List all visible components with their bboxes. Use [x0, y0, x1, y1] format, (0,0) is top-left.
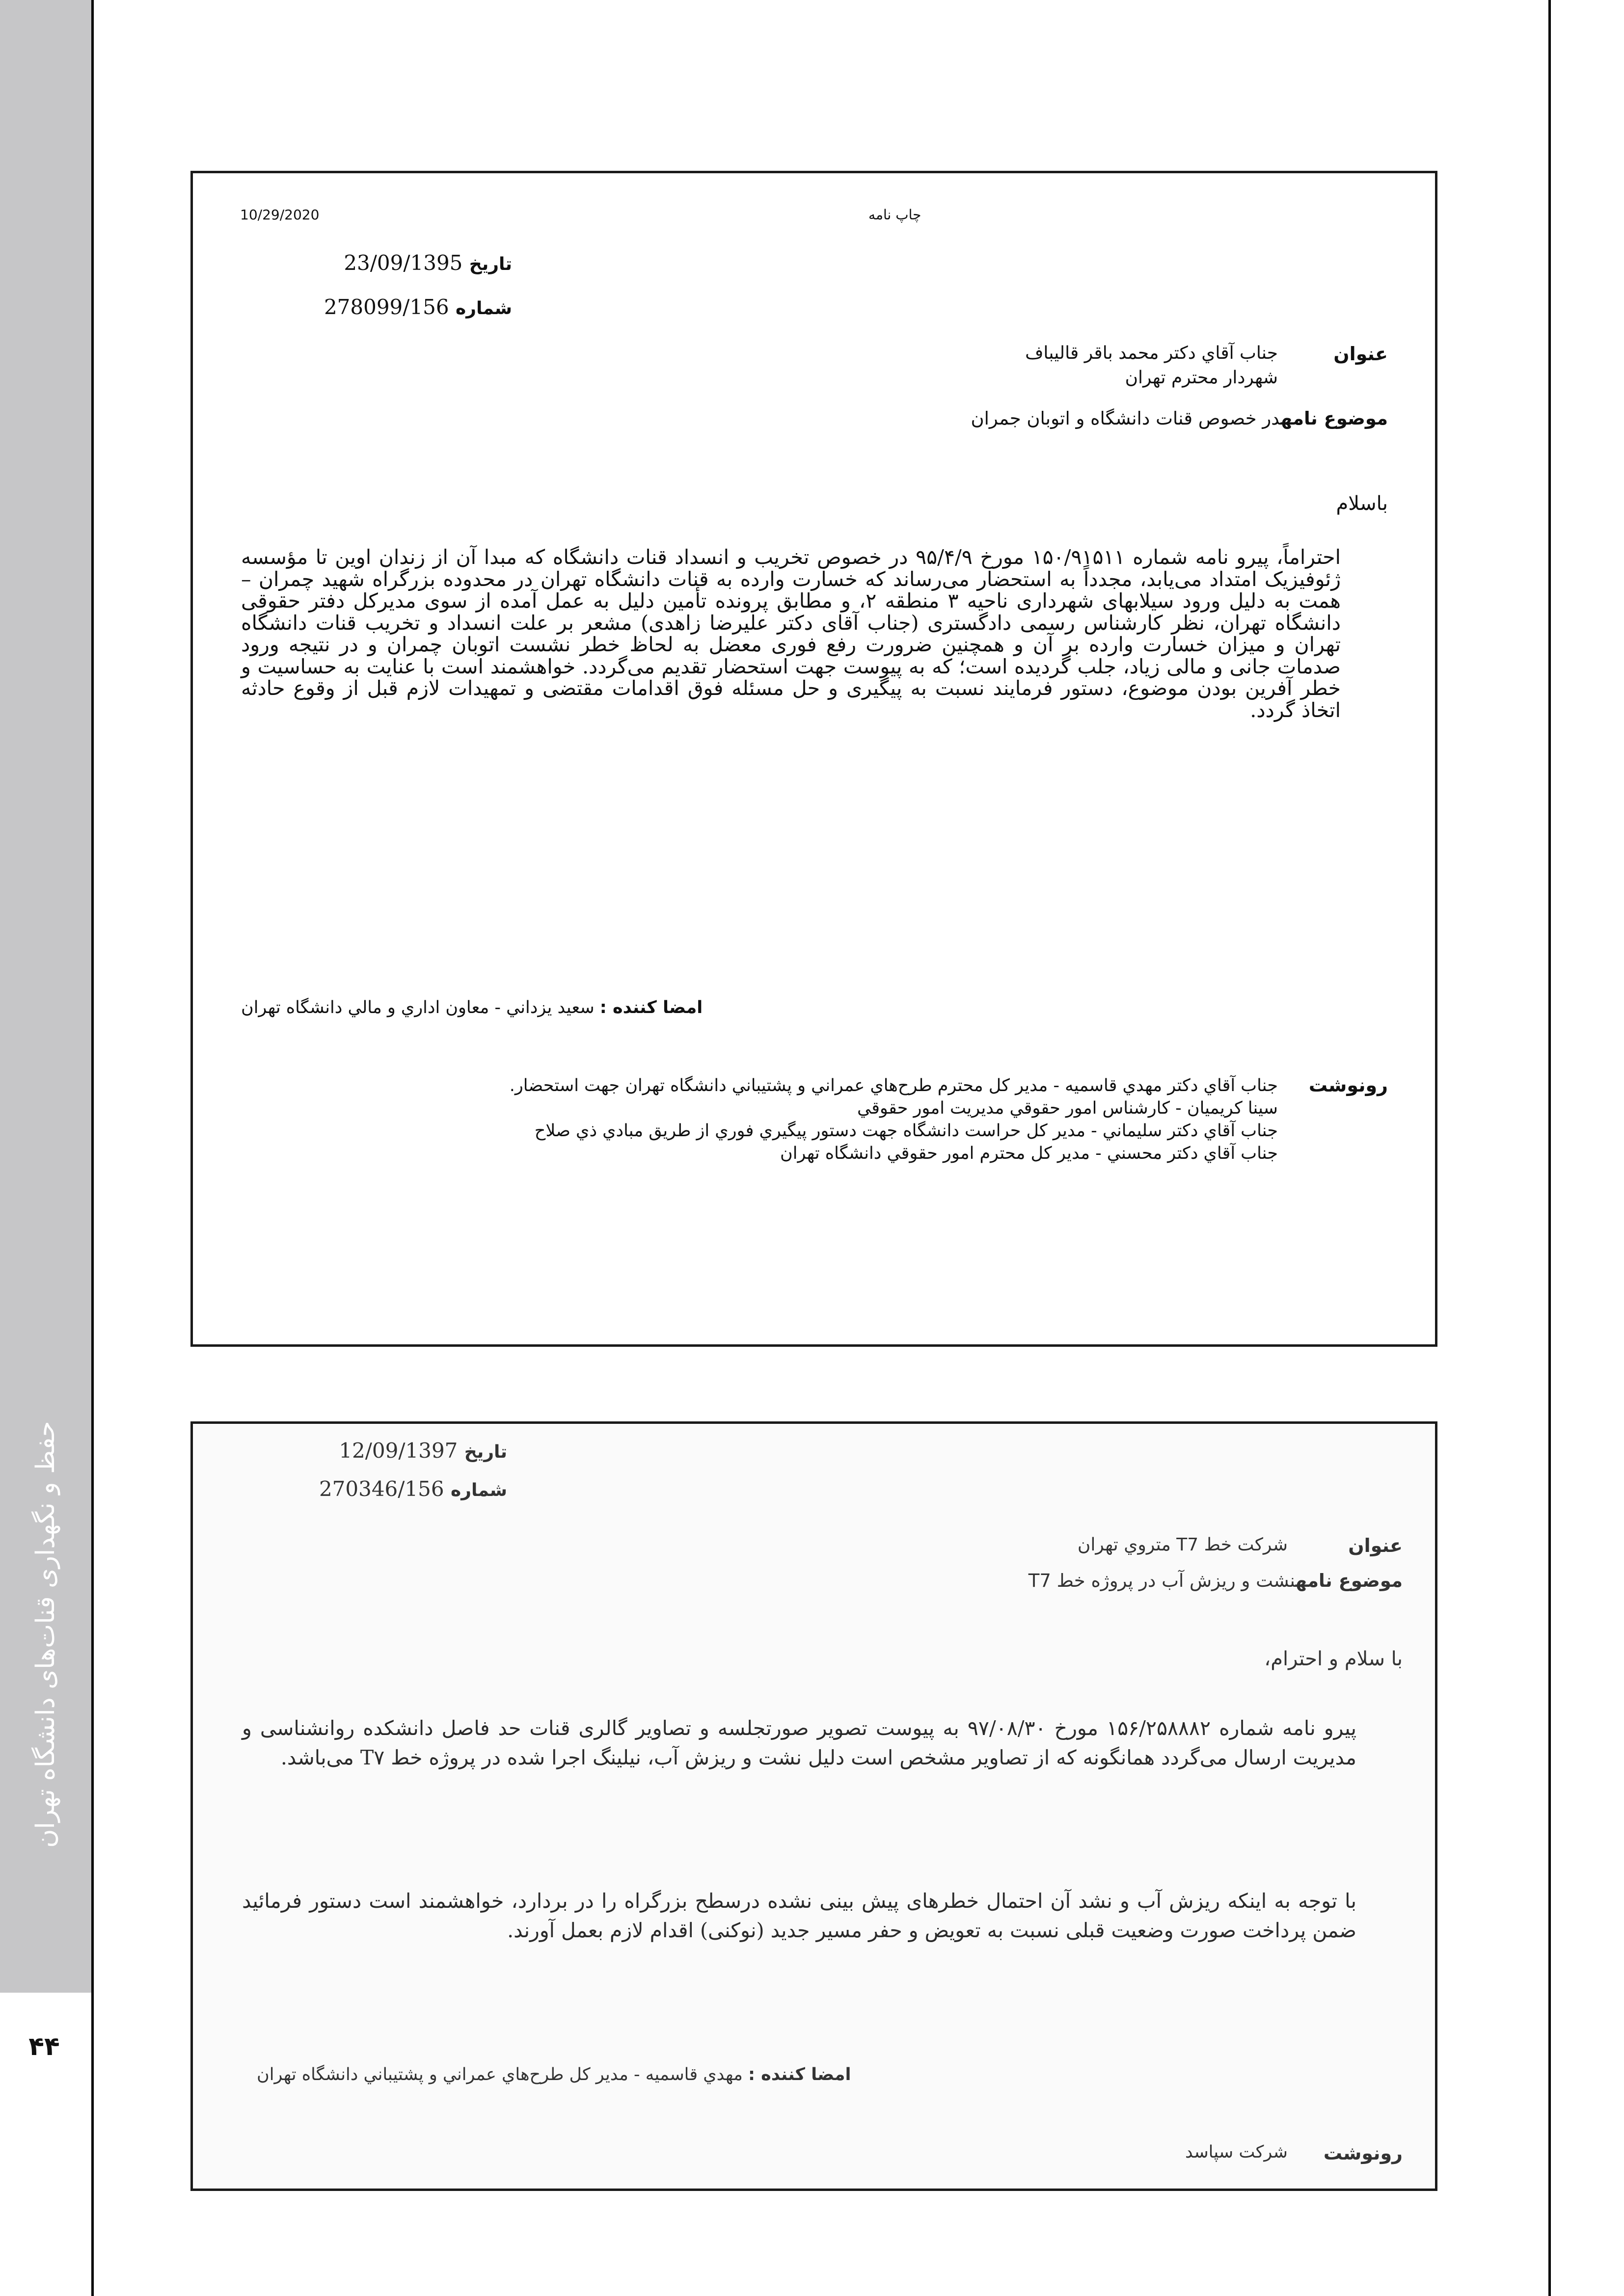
to-value: شركت خط T7 متروي تهران [1077, 1535, 1288, 1555]
cc-line-4: جناب آقاي دكتر محسني - مدیر كل محترم امور حقوقي دانشگاه تهران [780, 1144, 1278, 1163]
letter2-paragraph-1: پیرو نامه شماره ۱۵۶/۲۵۸۸۸۲ مورخ ۹۷/۰۸/۳۰ به پیوست تصویر صورتجلسه و تصاویر گالری قنات حد فاصل دانشکده روانشناسی و مدیریت ارسال می‌گردد همانگونه که از تصاویر مشخص است دلیل نشت و ریزش آب، نیلینگ اجرا شده در پروژه خط T۷ می‌باشد. [242, 1716, 1356, 1769]
to-line-2: شهردار محترم تهران [1125, 368, 1278, 388]
letter2-number-row [319, 1477, 507, 1501]
signer-value: مهدي قاسمیه - مدیر كل طرح‌هاي عمراني و پشتیباني دانشگاه تهران [257, 2065, 743, 2084]
subject-value: در خصوص قنات دانشگاه و اتوبان جمران [971, 408, 1281, 429]
number-label: شماره [455, 298, 512, 319]
print-date: 10/29/2020 [240, 207, 320, 223]
date-label: تاریخ [469, 254, 512, 274]
left-margin-rule [91, 0, 94, 2296]
signer-value: سعید یزداني - معاون اداري و مالي دانشگاه تهران [241, 998, 595, 1017]
subject-label: موضوع نامه [1295, 1570, 1403, 1591]
cc-line-1: جناب آقاي دكتر مهدي قاسمیه - مدیر كل محترم طرح‌هاي عمراني و پشتیباني دانشگاه تهران جهت استحضار. [509, 1076, 1278, 1095]
letter2-paragraph-2: با توجه به اینکه ریزش آب و نشد آن احتمال خطرهای پیش بینی نشده درسطح بزرگراه را در بردارد، خواهشمند است دستور فرمائید ضمن پرداخت صورت وضعیت قبلی نسبت به تعویض و حفر مسیر جدید (نوکنی) اقدام لازم بعمل آورند. [242, 1889, 1356, 1942]
cc-list [510, 1074, 1278, 1165]
date-label: تاریخ [464, 1442, 507, 1462]
subject-label: موضوع نامه [1280, 408, 1388, 429]
sidebar [0, 0, 91, 1993]
greeting: با سلام و احترام، [1264, 1648, 1403, 1670]
page-number: ۴۴ [28, 2032, 60, 2061]
print-label: چاپ نامه [868, 207, 921, 223]
date-value: 12/09/1397 [339, 1439, 458, 1463]
subject-value: نشت و ریزش آب در پروژه خط T7 [1028, 1570, 1296, 1591]
letter-2 [190, 1421, 1437, 2191]
date-value: 23/09/1395 [344, 251, 463, 275]
cc-label: رونوشت [1308, 1074, 1388, 1096]
signer-label: امضا كننده : [599, 998, 703, 1017]
sidebar-title: حفظ و نگهداری قنات‌های دانشگاه تهران [31, 1421, 60, 1848]
letter-1 [190, 171, 1437, 1347]
cc-label: رونوشت [1323, 2142, 1403, 2164]
letter2-date-row [339, 1439, 507, 1463]
signer-row [257, 2065, 851, 2084]
cc-line-3: جناب آقاي دكتر سلیماني - مدیر كل حراست دانشگاه جهت دستور پیگیري فوري از طریق مبادي ذي صلاح [534, 1121, 1278, 1141]
signer-row [241, 998, 703, 1017]
greeting: باسلام [1336, 492, 1388, 515]
number-value: 278099/156 [324, 295, 449, 319]
cc-line-2: سینا كریمیان - كارشناس امور حقوقي مدیریت امور حقوقي [857, 1098, 1278, 1118]
letter1-body: احتراماً، پیرو نامه شماره ۱۵۰/۹۱۵۱۱ مورخ ۹۵/۴/۹ در خصوص تخریب و انسداد قنات دانشگاه که مبدا آن از زندان اوین تا مؤسسه ژئوفیزیک امتداد می‌یابد، مجدداً به استحضار می‌رساند که خسارت وارده به قنات دانشگاه تهران در محدوده بزرگراه شهید چمران – همت به دلیل ورود سیلابهای شهرداری ناحیه ۳ منطقه ۲، و مطابق پرونده تأمین دلیل به عمل آمده از سوی مدیرکل دفتر حقوقی دانشگاه تهران، نظر کارشناس رسمی دادگستری (جناب آقای دکتر علیرضا زاهدی) مشعر بر علت انسداد و تخریب قنات دانشگاه تهران و میزان خسارت وارده بر آن و همچنین ضرورت رفع فوری معضل به لحاظ خطر نشست اتوبان چمران و در نتیجه ورود صدمات جانی و مالی زیاد، جلب گردیده است؛ که به پیوست جهت استحضار تقدیم می‌گردد. خواهشمند است با عنایت به حساسیت و خطر آفرین بودن موضوع، دستور فرمایند نسبت به پیگیری و حل مسئله فوق اقدامات مقتضی و تمهیدات لازم قبل از وقوع حادثه اتخاذ گردد. [241, 545, 1341, 722]
number-value: 270346/156 [319, 1477, 444, 1501]
to-label: عنوان [1348, 1535, 1403, 1556]
letter1-number-row [324, 295, 512, 319]
letter1-date-row [344, 251, 512, 275]
subject-row [1029, 1570, 1403, 1591]
to-line-1: جناب آقاي دكتر محمد باقر قالیباف [1025, 343, 1278, 363]
cc-value: شركت سپاسد [1185, 2142, 1288, 2162]
signer-label: امضا كننده : [748, 2065, 851, 2084]
to-label: عنوان [1333, 343, 1388, 365]
number-label: شماره [450, 1480, 507, 1500]
subject-row [971, 408, 1388, 429]
right-margin-rule [1548, 0, 1551, 2296]
